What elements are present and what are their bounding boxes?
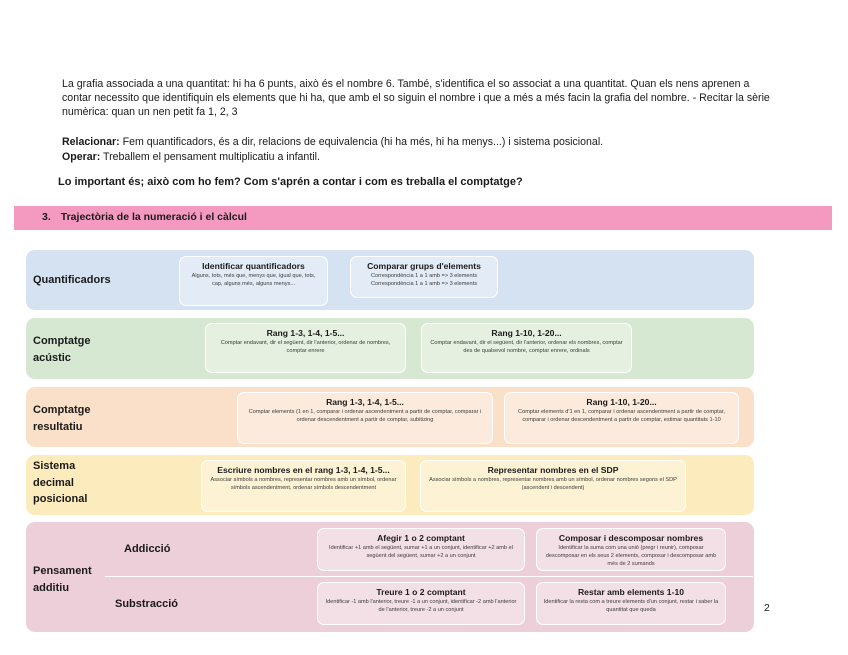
row-sistema-decimal: [26, 455, 754, 515]
section-title: Trajectòria de la numeració i el càlcul: [60, 211, 247, 223]
card-body: Correspondència 1 a 1 amb => 3 elements Correspondència 1 a 1 amb => 3 elements: [370, 273, 478, 287]
row-divider: [105, 576, 753, 577]
page-number: 2: [764, 602, 770, 614]
relacionar-paragraph: [62, 135, 777, 149]
row-label-comptatge-acustic: [33, 333, 90, 366]
card-rang-1-5-resultatiu: [237, 392, 493, 444]
card-body: Comptar endavant, dir el següent, dir l'anterior, ordenar els nombres, comptar des de qualsevol nombre, comptar enrere, ordinals: [430, 340, 623, 354]
card-body: Identificar la suma com una unió (pregr i reunir), composar descomposar en els seus 2 elements, composar i descomposar amb més de 2 sumands: [545, 545, 717, 567]
relacionar-text: Fem quantificadors, és a dir, relacions de equivalencia (hi ha més, hi ha menys...) i sistema posicional.: [119, 136, 604, 148]
card-afegir: [317, 528, 525, 571]
operar-text: Treballem el pensament multiplicatiu a infantil.: [100, 151, 320, 163]
row-label-line: resultatiu: [33, 420, 83, 433]
card-body: Identificar -1 amb l'anterior, treure -1 a un conjunt, identificar -2 amb l'anterior de l'anterior, treure -2 a un conjunt: [325, 599, 517, 613]
card-rang-1-20-acustic: [421, 323, 632, 373]
card-identificar-quantificadors: [179, 256, 328, 306]
card-title: Comparar grups d'elements: [367, 261, 481, 271]
card-title: Composar i descomposar nombres: [558, 533, 704, 543]
row-label-line: Comptatge: [33, 335, 91, 347]
row-label-line: acústic: [33, 351, 71, 364]
card-title: Restar amb elements 1-10: [577, 587, 685, 597]
row-label-line: Pensament: [33, 565, 92, 577]
card-title: Rang 1-3, 1-4, 1-5...: [326, 397, 404, 407]
card-comparar-grups: [350, 256, 498, 298]
card-body: Alguns, tots, més que, menys que, igual que, tots, cap, alguns més, alguns menys...: [191, 273, 316, 287]
card-representar-sdp: [420, 460, 686, 512]
row-label-line: decimal: [33, 476, 74, 489]
sub-label-addicio: Addicció: [124, 543, 171, 555]
question-paragraph: Lo important és; això com ho fem? Com s'aprén a contar i com es treballa el comptatge?: [58, 176, 523, 188]
relacionar-label: Relacionar:: [62, 136, 120, 148]
row-label-comptatge-resultatiu: [33, 402, 90, 435]
card-body: Comptar elements (1 en 1, comparar i ordenar ascendentment a partir de comptar, comparar i ordenar descendentment a partir de comptar, subitizing: [248, 409, 482, 423]
card-title: Afegir 1 o 2 comptant: [377, 533, 465, 543]
section-heading: [14, 206, 832, 230]
row-comptatge-resultatiu: [26, 387, 754, 447]
row-label-sistema-decimal: [33, 458, 87, 508]
card-rang-1-20-resultatiu: [504, 392, 739, 444]
row-label-line: Comptatge: [33, 404, 91, 416]
row-quantificadors: [26, 250, 754, 310]
row-comptatge-acustic: [26, 318, 754, 379]
card-body: Comptar endavant, dir el següent, dir l'anterior, ordenar de nombres, comptar enrere: [220, 340, 391, 354]
row-label-pensament-additiu: [33, 563, 92, 596]
card-body: Comptar elements d'1 en 1, comparar i ordenar ascendentment a partir de comptar, comparar i ordenar descendentment a partir de comptar, estimar quantitats 1-10: [518, 409, 725, 423]
row-label-line: posicional: [33, 493, 88, 505]
card-title: Rang 1-3, 1-4, 1-5...: [266, 328, 345, 338]
card-title: Escriure nombres en el rang 1-3, 1-4, 1-5...: [217, 465, 390, 475]
card-body: Identificar la resta com a treure elements d'un conjunt, restar i saber la quantitat que queda: [543, 599, 719, 613]
card-body: Identificar +1 amb el següent, sumar +1 a un conjunt, identificar +2 amb el següent del següent, sumar +2 a un conjunt: [329, 545, 513, 559]
card-body: Associar símbols a nombres, representar nombres amb un símbol, ordenar símbols ascendentment, ordenar símbols descendentment: [210, 477, 397, 491]
card-title: Treure 1 o 2 comptant: [376, 587, 466, 597]
card-title: Rang 1-10, 1-20...: [586, 397, 657, 407]
row-pensament-additiu: [26, 522, 754, 632]
operar-label: Operar:: [62, 151, 101, 163]
card-escriure-nombres: [201, 460, 406, 512]
card-restar: [536, 582, 726, 625]
section-number: 3.: [42, 211, 51, 223]
card-rang-1-5-acustic: [205, 323, 406, 373]
row-label-line: additiu: [33, 581, 70, 594]
card-composar: [536, 528, 726, 571]
card-treure: [317, 582, 525, 625]
sub-label-substraccio: Substracció: [115, 598, 178, 610]
row-label-quantificadors: Quantificadors: [33, 274, 111, 286]
operar-paragraph: [62, 150, 777, 164]
card-title: Identificar quantificadors: [202, 261, 305, 271]
card-title: Rang 1-10, 1-20...: [491, 328, 562, 338]
card-body: Associar símbols a nombres, representar nombres amb un símbol, ordenar nombres segons el SDP (ascendent i descendent): [429, 477, 677, 491]
intro-paragraph: La grafia associada a una quantitat: hi ha 6 punts, això és el nombre 6. També, s'identifica el so associat a una quantitat. Quan els nens aprenen a contar necessito que identifiquin els elements que hi ha, que amb el so siguin el nombre i que a més a més facin la grafia del nombre. - Recitar la sèrie numèrica: quan un nen petit fa 1, 2, 3: [62, 78, 770, 119]
row-label-line: Sistema: [33, 460, 76, 472]
card-title: Representar nombres en el SDP: [487, 465, 619, 475]
